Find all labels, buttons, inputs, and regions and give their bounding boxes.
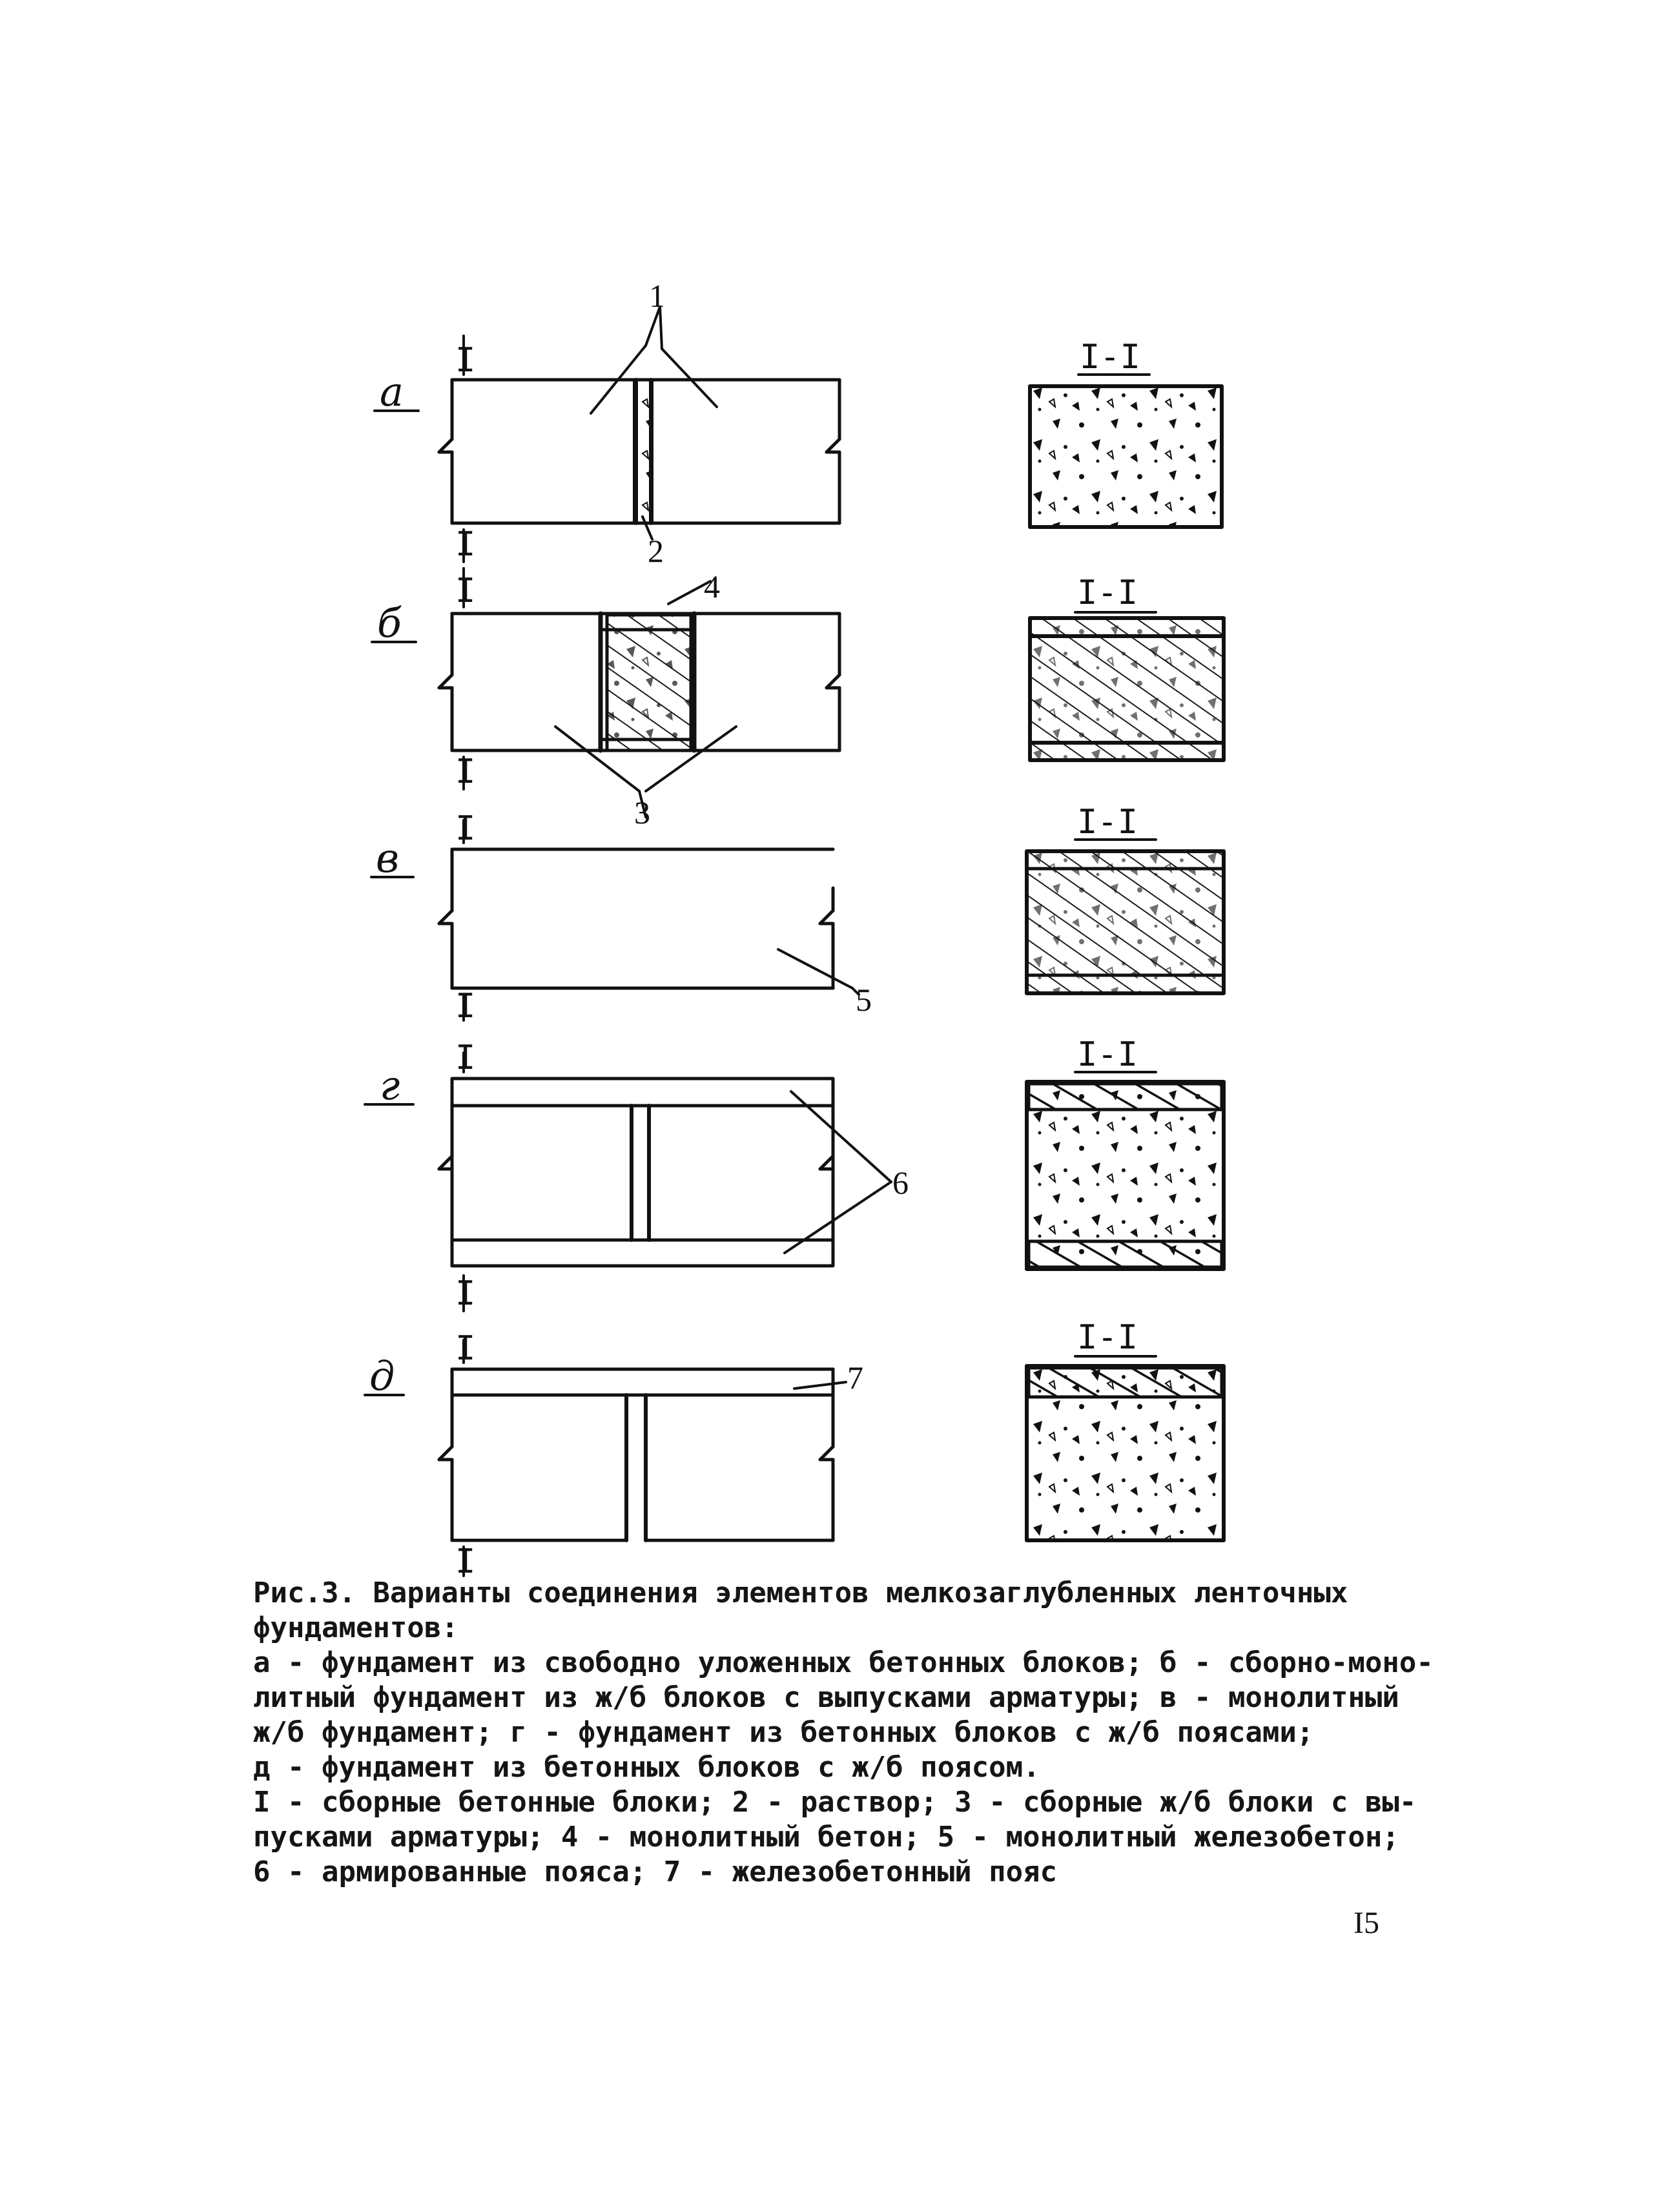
caption-line: литный фундамент из ж/б блоков с выпусками арматуры; в - монолитный	[253, 1681, 1399, 1714]
section-title-d: I-I	[1077, 1318, 1138, 1357]
plan-g	[365, 1053, 891, 1311]
callout-4: 4	[704, 568, 720, 605]
caption-line: пусками арматуры; 4 - монолитный бетон; 5 - монолитный железобетон;	[253, 1821, 1399, 1854]
caption-line: фундаментов:	[253, 1611, 458, 1644]
figure-caption	[253, 1576, 1480, 1890]
section-title-b: I-I	[1077, 574, 1138, 612]
plan-a	[375, 307, 839, 562]
cut-top-d: I	[455, 1329, 476, 1368]
cut-top-a: I	[455, 341, 476, 380]
letter-b: б	[377, 599, 402, 646]
callout-7: 7	[847, 1359, 863, 1396]
plan-v	[371, 820, 859, 1020]
section-title-a: I-I	[1080, 338, 1140, 377]
cut-bottom-v: I	[455, 987, 476, 1026]
caption-line: I - сборные бетонные блоки; 2 - раствор; 3 - сборные ж/б блоки с вы-	[253, 1786, 1417, 1819]
cut-bottom-b: I	[455, 752, 476, 791]
callout-numbers	[634, 278, 909, 1396]
callout-2: 2	[648, 533, 664, 569]
callout-3: 3	[634, 794, 650, 831]
caption-line: 6 - армированные пояса; 7 - железобетонный пояс	[253, 1855, 1058, 1888]
cut-top-g: I	[455, 1039, 476, 1077]
plan-d	[365, 1340, 846, 1576]
caption-line: д - фундамент из бетонных блоков с ж/б поясом.	[253, 1751, 1040, 1784]
callout-5: 5	[856, 982, 872, 1018]
letter-v: в	[376, 834, 400, 882]
cut-bottom-g: I	[455, 1274, 476, 1313]
section-b	[1030, 612, 1224, 760]
letter-a: а	[380, 368, 404, 415]
section-title-v: I-I	[1077, 803, 1138, 842]
plan-b	[372, 568, 839, 817]
section-g	[1027, 1072, 1224, 1269]
section-v	[1027, 840, 1224, 993]
callout-1: 1	[649, 278, 665, 314]
caption-line: а - фундамент из свободно уложенных бетонных блоков; б - сборно-моно-	[253, 1646, 1434, 1679]
section-d	[1027, 1356, 1224, 1540]
section-a	[1030, 375, 1222, 527]
letter-d: д	[369, 1352, 395, 1400]
cut-bottom-d: I	[455, 1542, 476, 1581]
cut-top-b: I	[455, 572, 476, 610]
caption-line: Рис.3. Варианты соединения элементов мелкозаглубленных ленточных	[253, 1576, 1348, 1609]
cut-top-v: I	[455, 809, 476, 848]
section-title-g: I-I	[1077, 1035, 1138, 1074]
letter-g: г	[380, 1062, 400, 1109]
row-letters	[369, 368, 404, 1400]
page-number: I5	[1353, 1906, 1379, 1940]
callout-6: 6	[892, 1164, 909, 1201]
cut-bottom-a: I	[455, 525, 476, 564]
caption-line: ж/б фундамент; г - фундамент из бетонных блоков с ж/б поясами;	[253, 1716, 1314, 1749]
